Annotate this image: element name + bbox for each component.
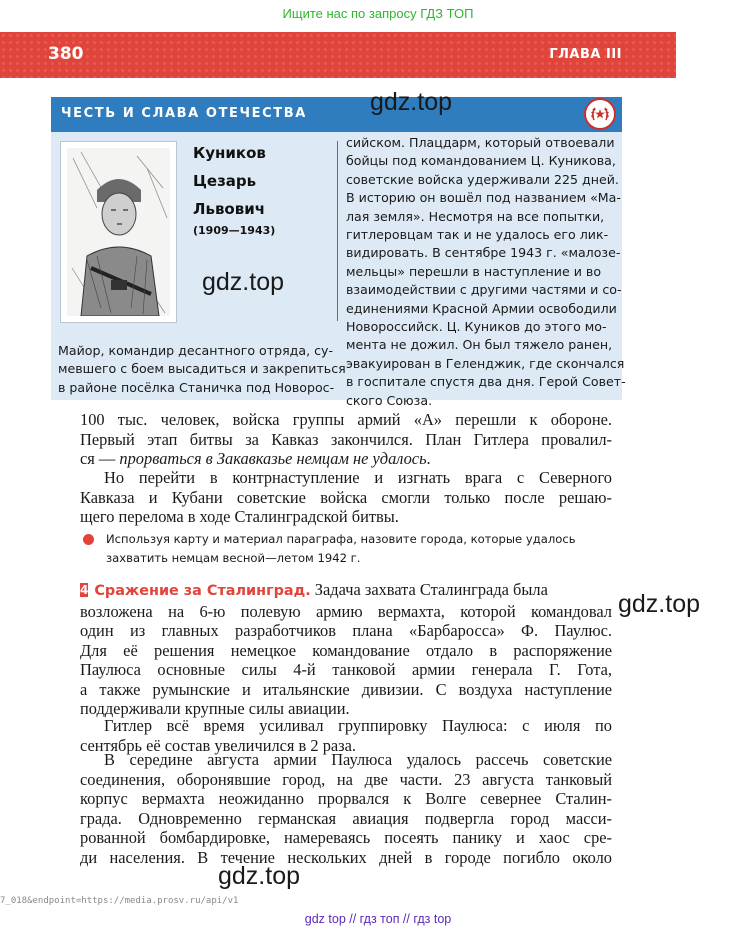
text-line: ди населения. В течение нескольких дней в городе погибло около	[80, 847, 612, 867]
text-fragment: Задача захвата Сталинграда была	[310, 580, 548, 599]
section-heading-line	[80, 580, 612, 602]
hero-box-divider	[337, 141, 338, 321]
text-line: Майор, командир десантного отряда, су-	[58, 343, 334, 358]
text-line: В середине августа армии Паулюса удалось рассечь советские	[104, 750, 612, 769]
text-line: видировать. В сентябре 1943 г. «малозе-	[346, 245, 621, 261]
hero-name	[193, 139, 323, 223]
hero-patronymic: Львович	[193, 200, 266, 218]
text-line: захватить немцам весной—летом 1942 г.	[106, 551, 361, 565]
laurel-wreath-icon	[584, 98, 616, 130]
text-line: корпус вермахта неожиданно прорвался к Волге севернее Сталин-	[80, 789, 612, 808]
text-line: Кавказа и Кубани советские войска смогли только после решаю-	[80, 487, 612, 507]
watermark: gdz.top	[202, 268, 285, 296]
text-line	[80, 449, 612, 469]
text-line: ского Союза.	[346, 392, 433, 408]
chapter-label: ГЛАВА III	[549, 47, 622, 62]
text-line: бойцы под командованием Ц. Куникова,	[346, 153, 616, 169]
text-line: а также румынские и итальянские дивизии. С воздуха наступление	[80, 679, 612, 699]
paragraph-stalingrad-turn	[80, 468, 612, 527]
text-line: Паулюса основные силы 4-й танковой армии генерала Г. Гота,	[80, 660, 612, 679]
text-line: возложена на 6-ю полевую армию вермахта, которой командовал	[80, 601, 612, 621]
text-line: града. Одновременно германская авиация подвергла город масси-	[80, 808, 612, 828]
text-line: в районе посёлка Станичка под Новорос-	[58, 379, 335, 395]
hero-box-title: ЧЕСТЬ И СЛАВА ОТЕЧЕСТВА	[61, 106, 307, 121]
hero-box-header	[51, 97, 622, 132]
cropped-url-text: 7_018&endpoint=https://media.prosv.ru/api/v1	[0, 896, 239, 906]
text-line: мельцы» перешли в наступление и во	[346, 263, 602, 279]
hero-bio-left	[58, 342, 346, 397]
text-line: советские войска удерживали 225 дней.	[346, 171, 619, 187]
section-number-badge: 4	[80, 583, 89, 597]
text-line: Новороссийск. Ц. Куников до этого мо-	[346, 319, 607, 335]
text-line: Гитлер всё время усиливал группировку Паулюса: с июля по	[104, 716, 612, 735]
text-line: соединения, оборонявшие город, на две части. 23 августа танковый	[80, 769, 612, 789]
hero-first-name: Цезарь	[193, 172, 257, 190]
text-fragment: .	[426, 449, 431, 468]
section-4	[80, 580, 612, 719]
hero-years: (1909—1943)	[193, 224, 276, 237]
task-question	[106, 530, 606, 568]
watermark: gdz.top	[618, 590, 701, 618]
text-line: сийском. Плацдарм, который отвоевали	[346, 135, 615, 150]
text-line: единениями Красной Армии освободили	[346, 300, 617, 316]
text-line: сентябрь её состав увеличился в 2 раза.	[80, 735, 357, 755]
text-line: В историю он вошёл под названием «Ма-	[346, 190, 621, 206]
paragraph-caucasus-end	[80, 410, 612, 469]
text-line: лая земля». Несмотря на все попытки,	[346, 208, 605, 224]
page-number: 380	[48, 44, 84, 64]
section-title: Сражение за Сталинград.	[94, 583, 311, 599]
task-bullet-icon	[83, 534, 94, 545]
watermark: gdz.top	[370, 88, 453, 116]
hero-surname: Куников	[193, 144, 266, 162]
text-line: в госпитале спустя два дня. Герой Совет-	[346, 374, 626, 390]
text-line: рованной бомбардировке, намереваясь посеять панику и хаос сре-	[80, 828, 612, 847]
text-line: взаимодействии с другими частями и со-	[346, 282, 622, 298]
text-line: Но перейти в контрнаступление и изгнать врага с Северного	[104, 468, 612, 487]
text-line: Первый этап битвы за Кавказ закончился. План Гитлера провалил-	[80, 429, 612, 449]
text-line: один из главных разработчиков плана «Барбаросса» Ф. Паулюс.	[80, 621, 612, 640]
text-line: щего перелома в ходе Сталинградской битвы.	[80, 507, 399, 526]
text-line: мевшего с боем высадиться и закрепиться	[58, 361, 346, 377]
text-line: эвакуирован в Геленджик, где скончался	[346, 355, 625, 371]
hero-info-box	[51, 97, 626, 408]
text-line: гитлеровцам так и не удалось его лик-	[346, 227, 609, 243]
watermark: gdz.top	[218, 862, 301, 890]
emphasis-text: прорваться в Закавказье немцам не удалось	[119, 449, 427, 468]
text-line: 100 тыс. человек, войска группы армий «А» перешли к обороне.	[80, 410, 612, 429]
paragraph-august-breakthrough	[80, 750, 612, 867]
top-search-note: Ищите нас по запросу ГДЗ ТОП	[282, 6, 474, 21]
text-line: поддерживали крупные силы авиации.	[80, 699, 350, 718]
bottom-links[interactable]: gdz top // гдз топ // гдз top	[304, 912, 452, 926]
text-line: Используя карту и материал параграфа, назовите города, которые удалось	[106, 532, 576, 546]
text-fragment: ся —	[80, 449, 120, 468]
hero-portrait	[60, 141, 177, 323]
text-line: Для её решения немецкое командование отдало в распоряжение	[80, 640, 612, 660]
hero-bio-right	[346, 134, 626, 410]
text-line: мента не дожил. Он был тяжело ранен,	[346, 337, 613, 353]
